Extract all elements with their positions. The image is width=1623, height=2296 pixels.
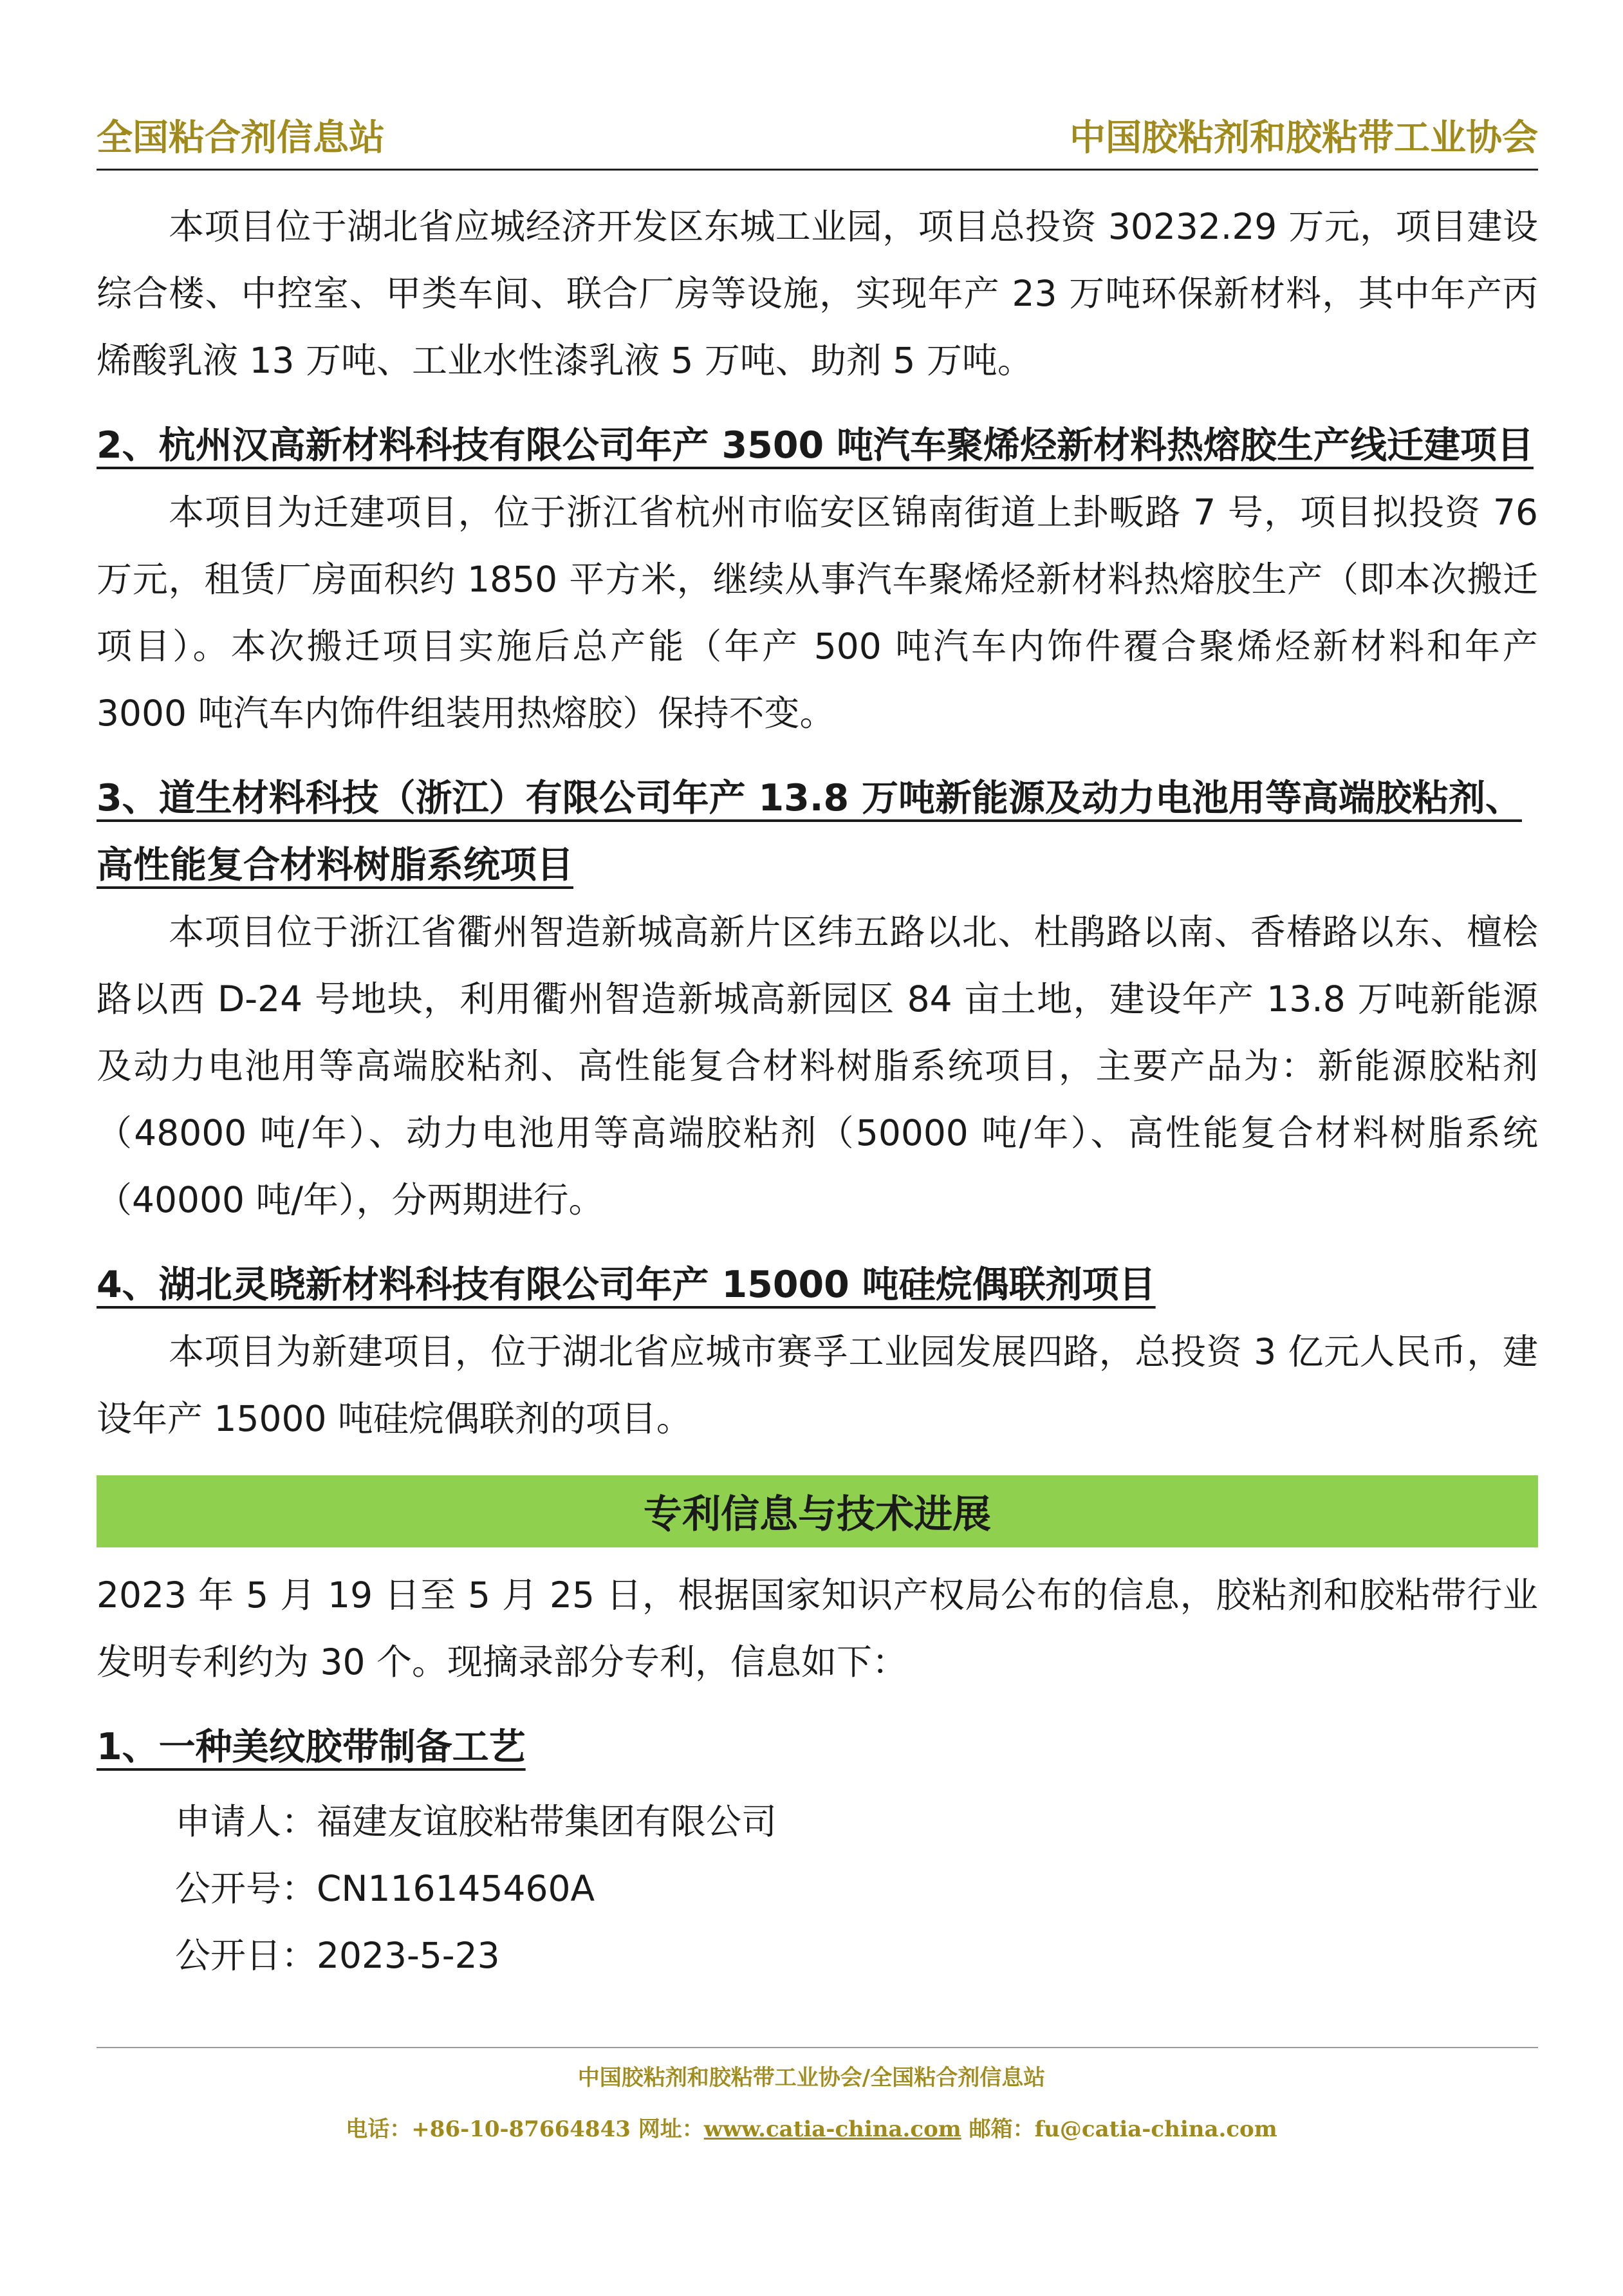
footer-org-line: 中国胶粘剂和胶粘带工业协会/全国粘合剂信息站 <box>577 2065 1046 2091</box>
intro-paragraph: 本项目位于湖北省应城经济开发区东城工业园，项目总投资 30232.29 万元，项目建设综合楼、中控室、甲类车间、联合厂房等设施，实现年产 23 万吨环保新材料，其中年产丙烯酸乳液 13 万吨、工业水性漆乳液 5 万吨、助剂 5 万吨。 <box>97 206 1538 381</box>
project-4-body: 本项目为新建项目，位于湖北省应城市赛孚工业园发展四路，总投资 3 亿元人民币，建设年产 15000 吨硅烷偶联剂的项目。 <box>97 1331 1538 1439</box>
project-4-title: 4、湖北灵晓新材料科技有限公司年产 15000 吨硅烷偶联剂项目 <box>97 1264 1156 1306</box>
footer-phone: 电话：+86-10-87664843 网址： <box>346 2116 704 2142</box>
patent-applicant: 申请人：福建友谊胶粘带集团有限公司 <box>175 1801 777 1842</box>
footer-email: 邮箱：fu@catia-china.com <box>961 2116 1277 2142</box>
patent-1-title: 1、一种美纹胶带制备工艺 <box>97 1726 526 1768</box>
project-2-title: 2、杭州汉高新材料科技有限公司年产 3500 吨汽车聚烯烃新材料热熔胶生产线迁建项目 <box>97 424 1534 467</box>
section-band <box>97 1475 1538 1547</box>
header-right-title: 中国胶粘剂和胶粘带工业协会 <box>1070 117 1538 159</box>
project-3-title: 3、道生材料科技（浙江）有限公司年产 13.8 万吨新能源及动力电池用等高端胶粘剂、高性能复合材料树脂系统项目 <box>97 777 1522 886</box>
patent-pub-no: 公开号：CN116145460A <box>175 1868 595 1909</box>
footer-divider <box>97 2047 1538 2048</box>
footer-contact-line <box>0 2111 1623 2143</box>
header-left-title: 全国粘合剂信息站 <box>97 117 385 159</box>
footer-website-link[interactable]: www.catia-china.com <box>703 2116 961 2142</box>
patent-pub-date: 公开日：2023-5-23 <box>175 1935 500 1976</box>
project-3-body: 本项目位于浙江省衢州智造新城高新片区纬五路以北、杜鹃路以南、香椿路以东、檀桧路以西 D-24 号地块，利用衢州智造新城高新园区 84 亩土地，建设年产 13.8 万吨新能源及动力电池用等高端胶粘剂、高性能复合材料树脂系统项目，主要产品为：新能源胶粘剂（48000 吨/年）、动力电池用等高端胶粘剂（50000 吨/年）、高性能复合材料树脂系统（40000 吨/年），分两期进行。 <box>97 911 1538 1220</box>
project-2-body: 本项目为迁建项目，位于浙江省杭州市临安区锦南街道上卦畈路 7 号，项目拟投资 76 万元，租赁厂房面积约 1850 平方米，继续从事汽车聚烯烃新材料热熔胶生产（即本次搬迁项目）。本次搬迁项目实施后总产能（年产 500 吨汽车内饰件覆合聚烯烃新材料和年产 3000 吨汽车内饰件组装用热熔胶）保持不变。 <box>97 492 1538 734</box>
patent-intro: 2023 年 5 月 19 日至 5 月 25 日，根据国家知识产权局公布的信息，胶粘剂和胶粘带行业发明专利约为 30 个。现摘录部分专利，信息如下： <box>97 1574 1538 1683</box>
header-divider <box>97 169 1538 171</box>
page-header <box>97 115 1538 167</box>
main-content <box>97 193 1538 1989</box>
section-band-title: 专利信息与技术进展 <box>644 1492 991 1537</box>
